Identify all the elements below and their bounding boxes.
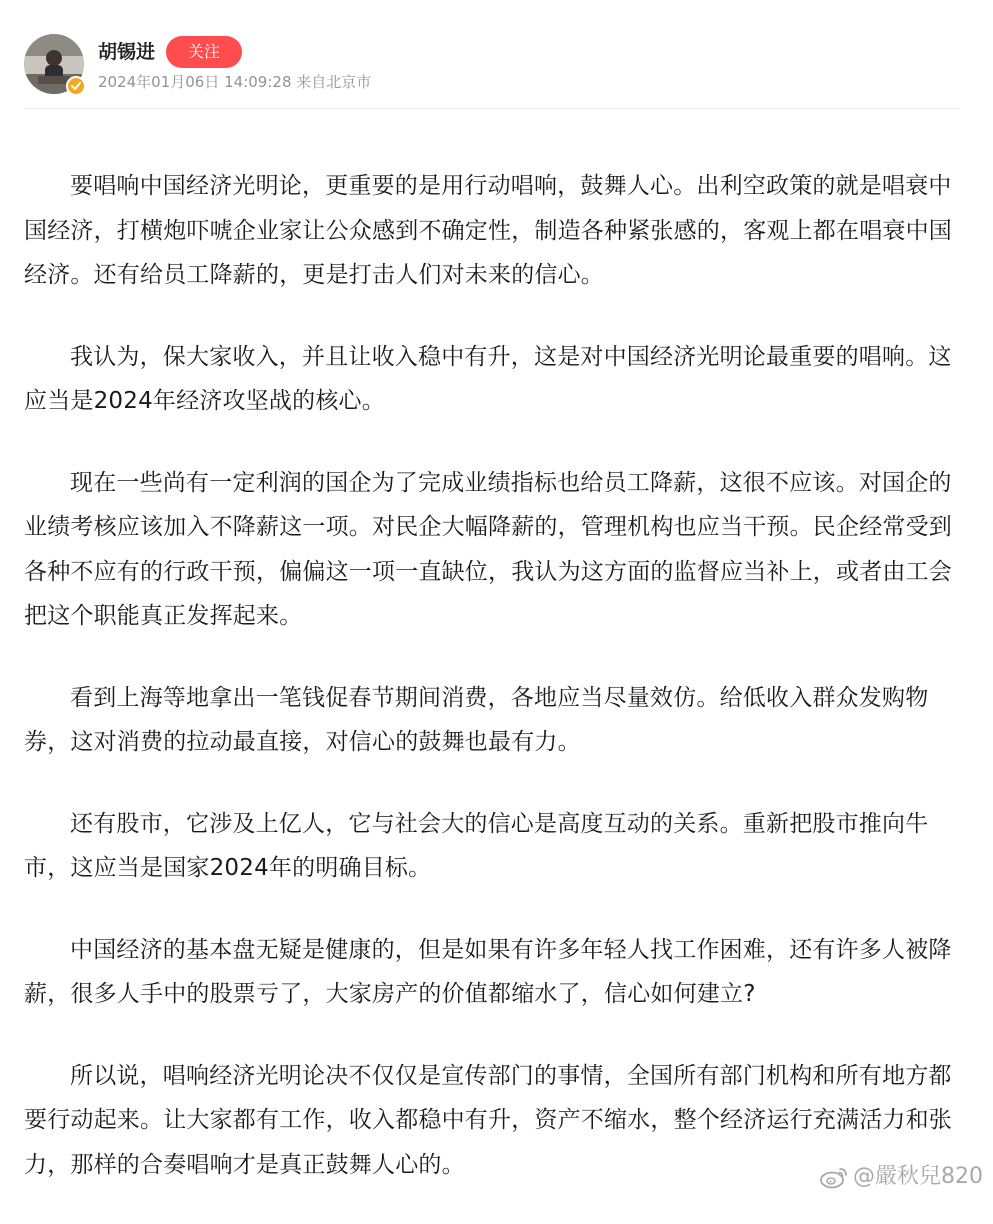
verified-badge-icon: [66, 76, 86, 96]
author-name[interactable]: 胡锡进: [98, 41, 156, 63]
watermark: [819, 1164, 983, 1190]
post-body: [24, 164, 964, 1224]
post-paragraph: 还有股市，它涉及上亿人，它与社会大的信心是高度互动的关系。重新把股市推向牛市，这应当是国家2024年的明确目标。: [24, 810, 929, 881]
post-paragraph: 所以说，唱响经济光明论决不仅仅是宣传部门的事情，全国所有部门机构和所有地方都要行动起来。让大家都有工作，收入都稳中有升，资产不缩水，整个经济运行充满活力和张力，那样的合奏唱响才是真正鼓舞人心的。: [24, 1062, 952, 1178]
post-paragraph: 中国经济的基本盘无疑是健康的，但是如果有许多年轻人找工作困难，还有许多人被降薪，很多人手中的股票亏了，大家房产的价值都缩水了，信心如何建立?: [24, 936, 952, 1007]
header-divider: [24, 108, 960, 109]
post-timestamp-source: 2024年01月06日 14:09:28 来自北京市: [98, 73, 372, 91]
watermark-text: @嚴秋兒820: [853, 1164, 983, 1189]
post-paragraph: 我认为，保大家收入，并且让收入稳中有升，这是对中国经济光明论最重要的唱响。这应当是2024年经济攻坚战的核心。: [24, 343, 952, 414]
follow-button[interactable]: 关注: [166, 36, 242, 68]
post-paragraph: 现在一些尚有一定利润的国企为了完成业绩指标也给员工降薪，这很不应该。对国企的业绩考核应该加入不降薪这一项。对民企大幅降薪的，管理机构也应当干预。民企经常受到各种不应有的行政干预，偏偏这一项一直缺位，我认为这方面的监督应当补上，或者由工会把这个职能真正发挥起来。: [24, 469, 952, 629]
post-header: [24, 34, 960, 96]
post-paragraph: 看到上海等地拿出一笔钱促春节期间消费，各地应当尽量效仿。给低收入群众发购物券，这对消费的拉动最直接，对信心的鼓舞也最有力。: [24, 684, 929, 755]
weibo-logo-icon: [819, 1165, 849, 1189]
post-paragraph: 要唱响中国经济光明论，更重要的是用行动唱响，鼓舞人心。出利空政策的就是唱衰中国经济，打横炮吓唬企业家让公众感到不确定性，制造各种紧张感的，客观上都在唱衰中国经济。还有给员工降薪的，更是打击人们对未来的信心。: [24, 173, 952, 288]
